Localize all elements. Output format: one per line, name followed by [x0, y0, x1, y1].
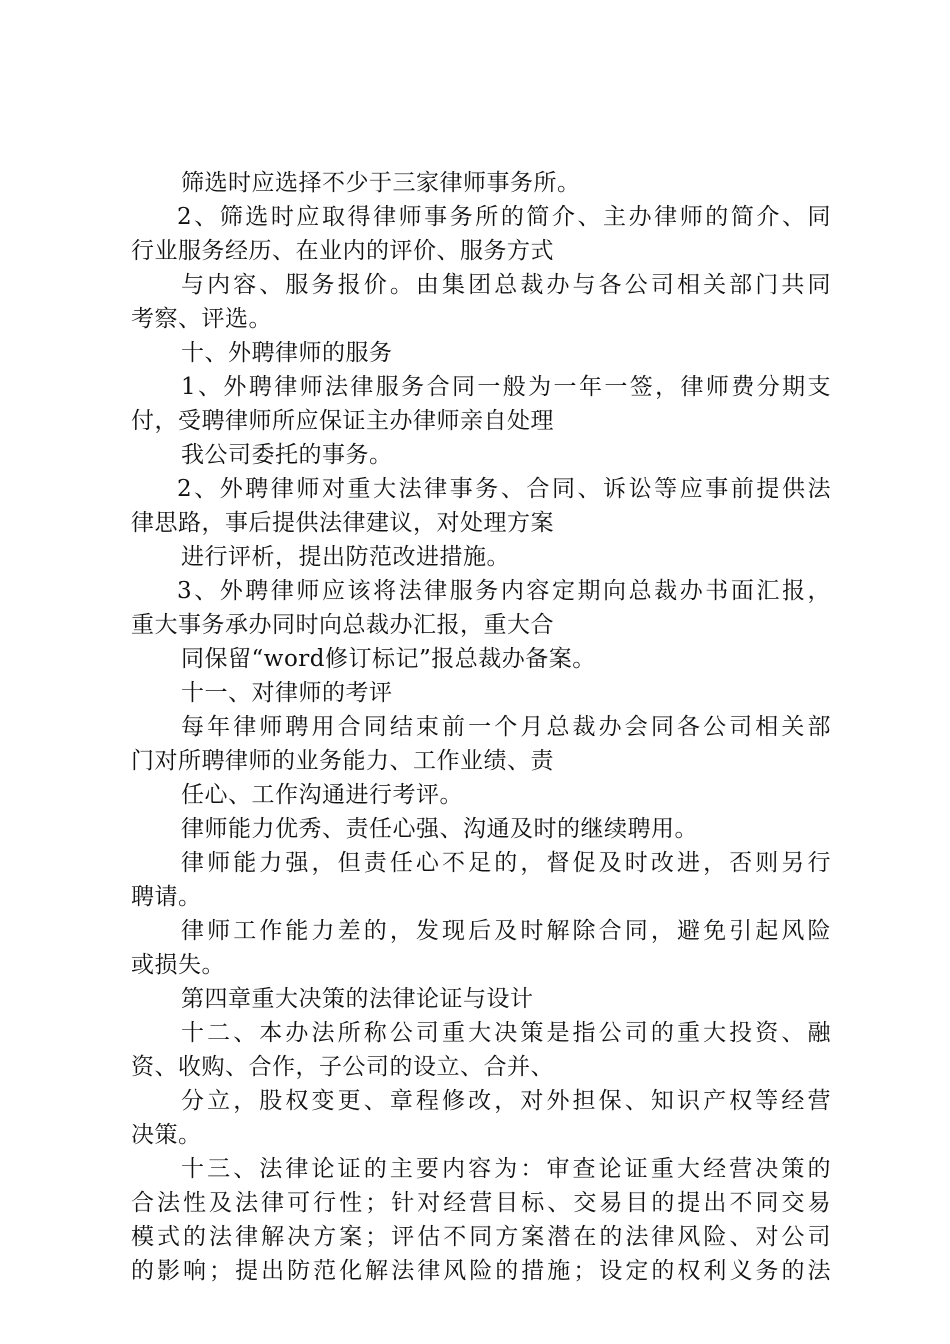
- text-line: 考察、评选。: [131, 306, 272, 332]
- text-line: 进行评析，提出防范改进措施。: [181, 544, 510, 570]
- text-line: 2、筛选时应取得律师事务所的简介、主办律师的简介、同: [177, 204, 831, 230]
- text-line: 律师工作能力差的，发现后及时解除合同，避免引起风险: [181, 918, 831, 944]
- text-line: 2、外聘律师对重大法律事务、合同、诉讼等应事前提供法: [177, 476, 831, 502]
- text-line: 十一、对律师的考评: [181, 680, 393, 706]
- text-line: 筛选时应选择不少于三家律师事务所。: [181, 170, 581, 196]
- document-body: [131, 166, 831, 1288]
- text-line: 第四章重大决策的法律论证与设计: [181, 986, 534, 1012]
- text-line: 与内容、服务报价。由集团总裁办与各公司相关部门共同: [181, 272, 831, 298]
- text-line: 合法性及法律可行性；针对经营目标、交易目的提出不同交易: [131, 1190, 831, 1216]
- text-line: 十、外聘律师的服务: [181, 340, 393, 366]
- text-line: 律师能力优秀、责任心强、沟通及时的继续聘用。: [181, 816, 698, 842]
- text-line: 模式的法律解决方案；评估不同方案潜在的法律风险、对公司: [131, 1224, 831, 1250]
- text-line: 付，受聘律师所应保证主办律师亲自处理: [131, 408, 554, 434]
- text-line: 1、外聘律师法律服务合同一般为一年一签，律师费分期支: [181, 374, 831, 400]
- text-line: 分立，股权变更、章程修改，对外担保、知识产权等经营: [181, 1088, 831, 1114]
- text-line: 或损失。: [131, 952, 225, 978]
- text-line: 重大事务承办同时向总裁办汇报，重大合: [131, 612, 554, 638]
- text-line: 我公司委托的事务。: [181, 442, 393, 468]
- text-line: 门对所聘律师的业务能力、工作业绩、责: [131, 748, 554, 774]
- text-line: 律思路，事后提供法律建议，对处理方案: [131, 510, 554, 536]
- text-line: 资、收购、合作，子公司的设立、合并、: [131, 1054, 554, 1080]
- text-line: 的影响；提出防范化解法律风险的措施；设定的权利义务的法: [131, 1258, 831, 1284]
- text-line: 十三、法律论证的主要内容为：审查论证重大经营决策的: [181, 1156, 831, 1182]
- text-line: 决策。: [131, 1122, 202, 1148]
- text-line: 十二、本办法所称公司重大决策是指公司的重大投资、融: [181, 1020, 831, 1046]
- text-line: 律师能力强，但责任心不足的，督促及时改进，否则另行: [181, 850, 831, 876]
- text-line: 3、外聘律师应该将法律服务内容定期向总裁办书面汇报，: [177, 578, 831, 604]
- text-line: 同保留“word修订标记”报总裁办备案。: [181, 646, 596, 672]
- text-line: 任心、工作沟通进行考评。: [181, 782, 463, 808]
- text-line: 行业服务经历、在业内的评价、服务方式: [131, 238, 554, 264]
- text-line: 每年律师聘用合同结束前一个月总裁办会同各公司相关部: [181, 714, 831, 740]
- text-line: 聘请。: [131, 884, 202, 910]
